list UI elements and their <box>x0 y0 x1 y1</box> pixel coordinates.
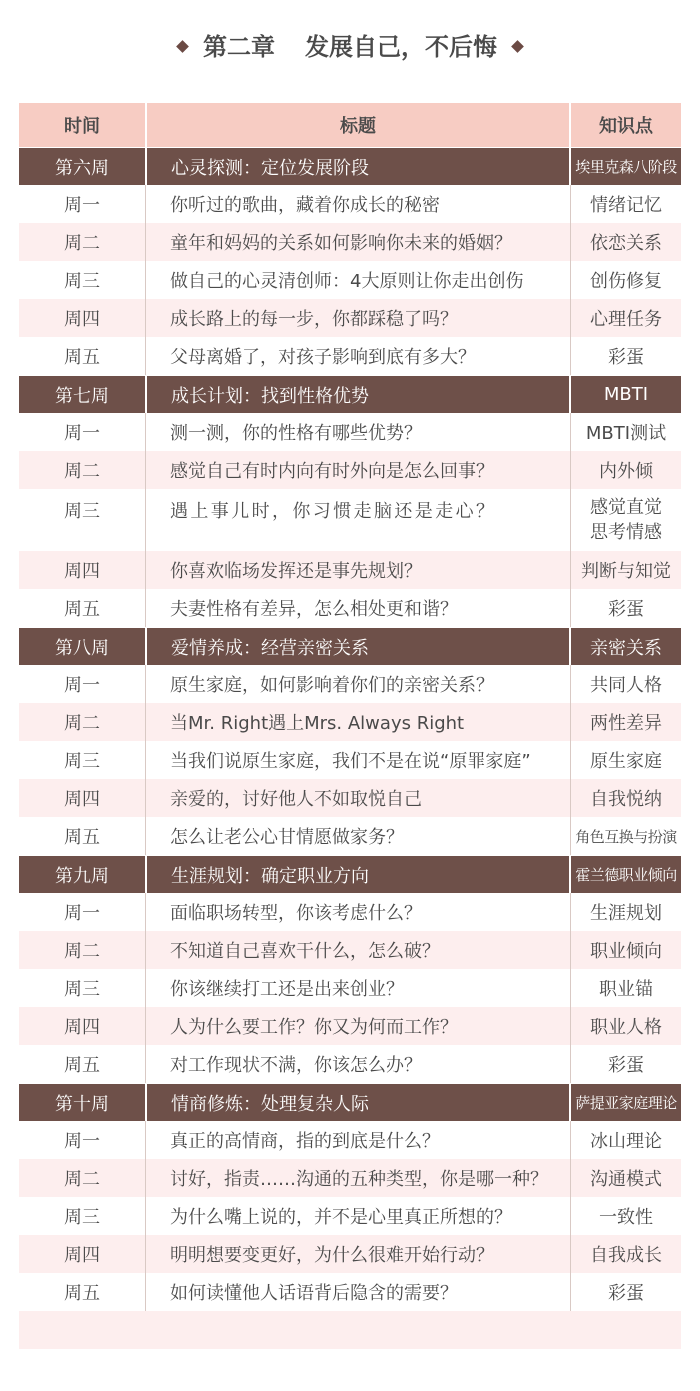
day-cell: 周一 <box>64 675 100 696</box>
knowledge-cell <box>571 589 681 627</box>
week-label: 第九周 <box>55 865 109 887</box>
knowledge-text: 沟通模式 <box>590 1169 662 1190</box>
day-cell: 周四 <box>64 789 100 810</box>
topic-cell <box>145 1007 571 1045</box>
topic-cell <box>145 337 571 375</box>
knowledge-cell <box>571 969 681 1007</box>
chapter-number: 第二章 <box>203 33 275 61</box>
knowledge-cell <box>571 1159 681 1197</box>
topic-text: 遇上事儿时，你习惯走脑还是走心？ <box>170 501 497 522</box>
knowledge-cell <box>571 1273 681 1311</box>
topic-text: 你该继续打工还是出来创业？ <box>170 979 404 1000</box>
knowledge-cell <box>571 893 681 931</box>
knowledge-cell <box>571 1235 681 1273</box>
topic-cell <box>145 1045 571 1083</box>
knowledge-cell <box>571 703 681 741</box>
topic-cell <box>145 665 571 703</box>
knowledge-cell <box>571 1121 681 1159</box>
table-row <box>19 665 681 703</box>
week-label: 第八周 <box>55 637 109 659</box>
table-row <box>19 1159 681 1197</box>
topic-cell <box>145 817 571 855</box>
knowledge-cell <box>571 413 681 451</box>
header-topic: 标题 <box>145 103 571 147</box>
topic-text: 明明想要变更好，为什么很难开始行动？ <box>170 1245 494 1266</box>
topic-cell <box>145 413 571 451</box>
header-knowledge: 知识点 <box>599 116 653 137</box>
week-knowledge: 霍兰德职业倾向 <box>571 856 681 893</box>
day-cell: 周二 <box>64 233 100 254</box>
topic-cell <box>145 703 571 741</box>
day-cell: 周二 <box>64 941 100 962</box>
topic-cell <box>145 551 571 589</box>
table-row <box>19 1045 681 1083</box>
day-cell: 周一 <box>64 903 100 924</box>
table-row <box>19 817 681 855</box>
table-row <box>19 1121 681 1159</box>
topic-text: 当我们说原生家庭，我们不是在说“原罪家庭” <box>170 751 531 772</box>
topic-text: 测一测，你的性格有哪些优势？ <box>170 423 422 444</box>
topic-cell <box>145 969 571 1007</box>
week-knowledge: MBTI <box>571 376 681 413</box>
day-cell: 周一 <box>64 423 100 444</box>
knowledge-text: 彩蛋 <box>608 599 644 620</box>
table-footer-spacer <box>19 1311 681 1349</box>
day-cell: 周二 <box>64 1169 100 1190</box>
topic-cell <box>145 1159 571 1197</box>
day-cell: 周三 <box>64 979 100 1000</box>
day-cell: 周一 <box>64 1131 100 1152</box>
knowledge-cell <box>571 299 681 337</box>
day-cell: 周五 <box>64 827 100 848</box>
table-row <box>19 893 681 931</box>
topic-text: 面临职场转型，你该考虑什么？ <box>170 903 422 924</box>
knowledge-text: 职业人格 <box>590 1017 662 1038</box>
day-cell: 周四 <box>64 1245 100 1266</box>
topic-cell <box>145 223 571 261</box>
topic-cell <box>145 1197 571 1235</box>
header-time: 时间 <box>64 116 100 137</box>
topic-text: 如何读懂他人话语背后隐含的需要？ <box>170 1283 458 1304</box>
week-label: 第七周 <box>55 385 109 407</box>
day-cell: 周五 <box>64 599 100 620</box>
table-row <box>19 969 681 1007</box>
topic-text: 讨好，指责……沟通的五种类型，你是哪一种？ <box>170 1169 548 1190</box>
day-cell: 周四 <box>64 561 100 582</box>
table-row <box>19 741 681 779</box>
topic-cell <box>145 1235 571 1273</box>
knowledge-cell <box>571 1007 681 1045</box>
knowledge-text: 彩蛋 <box>608 347 644 368</box>
knowledge-text: 判断与知觉 <box>581 561 671 582</box>
diamond-icon <box>511 40 524 53</box>
knowledge-text: 职业倾向 <box>590 941 662 962</box>
week-knowledge: 亲密关系 <box>571 628 681 665</box>
table-row <box>19 261 681 299</box>
week-label: 第六周 <box>55 157 109 179</box>
day-cell: 周三 <box>64 501 100 522</box>
knowledge-text: 彩蛋 <box>608 1283 644 1304</box>
knowledge-text: 角色互换与扮演 <box>575 827 677 846</box>
knowledge-text: 两性差异 <box>590 713 662 734</box>
day-cell: 周二 <box>64 713 100 734</box>
knowledge-text: 一致性 <box>599 1207 653 1228</box>
knowledge-cell <box>571 1197 681 1235</box>
knowledge-cell <box>571 185 681 223</box>
topic-text: 对工作现状不满，你该怎么办？ <box>170 1055 422 1076</box>
topic-text: 夫妻性格有差异，怎么相处更和谐？ <box>170 599 458 620</box>
knowledge-cell <box>571 489 681 551</box>
day-cell: 周五 <box>64 1055 100 1076</box>
topic-cell <box>145 893 571 931</box>
knowledge-cell <box>571 223 681 261</box>
topic-text: 亲爱的，讨好他人不如取悦自己 <box>170 789 422 810</box>
knowledge-cell <box>571 817 681 855</box>
course-schedule-table <box>19 103 681 1349</box>
table-row <box>19 931 681 969</box>
knowledge-text: MBTI测试 <box>585 423 667 444</box>
topic-cell <box>145 779 571 817</box>
topic-text: 为什么嘴上说的，并不是心里真正所想的？ <box>170 1207 512 1228</box>
week-topic: 成长计划：找到性格优势 <box>145 376 571 413</box>
week-topic: 爱情养成：经营亲密关系 <box>145 628 571 665</box>
table-row <box>19 337 681 375</box>
day-cell: 周三 <box>64 271 100 292</box>
table-row <box>19 551 681 589</box>
topic-cell <box>145 741 571 779</box>
topic-text: 怎么让老公心甘情愿做家务？ <box>170 827 404 848</box>
week-topic: 生涯规划：确定职业方向 <box>145 856 571 893</box>
knowledge-text: 心理任务 <box>590 309 662 330</box>
table-row <box>19 1273 681 1311</box>
knowledge-text: 原生家庭 <box>590 751 662 772</box>
week-knowledge: 萨提亚家庭理论 <box>571 1084 681 1121</box>
week-row <box>19 1083 681 1121</box>
table-row <box>19 779 681 817</box>
day-cell: 周一 <box>64 195 100 216</box>
knowledge-cell <box>571 931 681 969</box>
day-cell: 周三 <box>64 1207 100 1228</box>
topic-cell <box>145 489 571 551</box>
topic-cell <box>145 931 571 969</box>
table-row <box>19 299 681 337</box>
day-cell: 周五 <box>64 1283 100 1304</box>
week-topic: 情商修炼：处理复杂人际 <box>145 1084 571 1121</box>
knowledge-text: 情绪记忆 <box>590 195 662 216</box>
knowledge-text: 彩蛋 <box>608 1055 644 1076</box>
knowledge-cell <box>571 1045 681 1083</box>
knowledge-text: 共同人格 <box>590 675 662 696</box>
knowledge-cell <box>571 665 681 703</box>
chapter-subtitle: 发展自己，不后悔 <box>305 33 497 61</box>
table-row <box>19 589 681 627</box>
week-row <box>19 147 681 185</box>
knowledge-text: 冰山理论 <box>590 1131 662 1152</box>
week-row <box>19 855 681 893</box>
table-row <box>19 1197 681 1235</box>
week-row <box>19 375 681 413</box>
knowledge-text: 职业锚 <box>599 979 653 1000</box>
topic-text: 原生家庭，如何影响着你们的亲密关系？ <box>170 675 494 696</box>
table-header <box>19 103 681 147</box>
table-row <box>19 413 681 451</box>
table-row <box>19 489 681 551</box>
topic-cell <box>145 589 571 627</box>
topic-text: 你喜欢临场发挥还是事先规划？ <box>170 561 422 582</box>
knowledge-cell <box>571 779 681 817</box>
knowledge-cell <box>571 551 681 589</box>
topic-cell <box>145 1273 571 1311</box>
topic-cell <box>145 451 571 489</box>
topic-cell <box>145 299 571 337</box>
week-label: 第十周 <box>55 1093 109 1115</box>
topic-text: 当Mr. Right遇上Mrs. Always Right <box>170 713 465 734</box>
topic-text: 做自己的心灵清创师：4大原则让你走出创伤 <box>170 271 524 292</box>
day-cell: 周三 <box>64 751 100 772</box>
topic-text: 真正的高情商，指的到底是什么？ <box>170 1131 440 1152</box>
knowledge-cell <box>571 741 681 779</box>
table-row <box>19 223 681 261</box>
topic-cell <box>145 261 571 299</box>
day-cell: 周四 <box>64 309 100 330</box>
table-row <box>19 1235 681 1273</box>
knowledge-text: 内外倾 <box>599 461 653 482</box>
knowledge-cell <box>571 337 681 375</box>
topic-cell <box>145 185 571 223</box>
topic-text: 童年和妈妈的关系如何影响你未来的婚姻？ <box>170 233 512 254</box>
week-row <box>19 627 681 665</box>
topic-text: 你听过的歌曲，藏着你成长的秘密 <box>170 195 440 216</box>
knowledge-text: 生涯规划 <box>590 903 662 924</box>
table-row <box>19 451 681 489</box>
diamond-icon <box>176 40 189 53</box>
knowledge-text: 依恋关系 <box>590 233 662 254</box>
topic-text: 父母离婚了，对孩子影响到底有多大？ <box>170 347 476 368</box>
day-cell: 周二 <box>64 461 100 482</box>
knowledge-text: 自我成长 <box>590 1245 662 1266</box>
topic-text: 不知道自己喜欢干什么，怎么破？ <box>170 941 440 962</box>
week-topic: 心灵探测：定位发展阶段 <box>145 148 571 185</box>
table-row <box>19 703 681 741</box>
table-row <box>19 185 681 223</box>
table-row <box>19 1007 681 1045</box>
chapter-title <box>0 30 700 64</box>
knowledge-text: 自我悦纳 <box>590 789 662 810</box>
topic-text: 成长路上的每一步，你都踩稳了吗？ <box>170 309 458 330</box>
week-knowledge: 埃里克森八阶段 <box>571 148 681 185</box>
topic-text: 人为什么要工作？你又为何而工作？ <box>170 1017 458 1038</box>
knowledge-text-secondary: 思考情感 <box>590 522 662 543</box>
knowledge-cell <box>571 451 681 489</box>
topic-text: 感觉自己有时内向有时外向是怎么回事？ <box>170 461 494 482</box>
day-cell: 周四 <box>64 1017 100 1038</box>
knowledge-text: 创伤修复 <box>590 271 662 292</box>
knowledge-text: 感觉直觉 <box>590 497 662 518</box>
knowledge-cell <box>571 261 681 299</box>
topic-cell <box>145 1121 571 1159</box>
day-cell: 周五 <box>64 347 100 368</box>
